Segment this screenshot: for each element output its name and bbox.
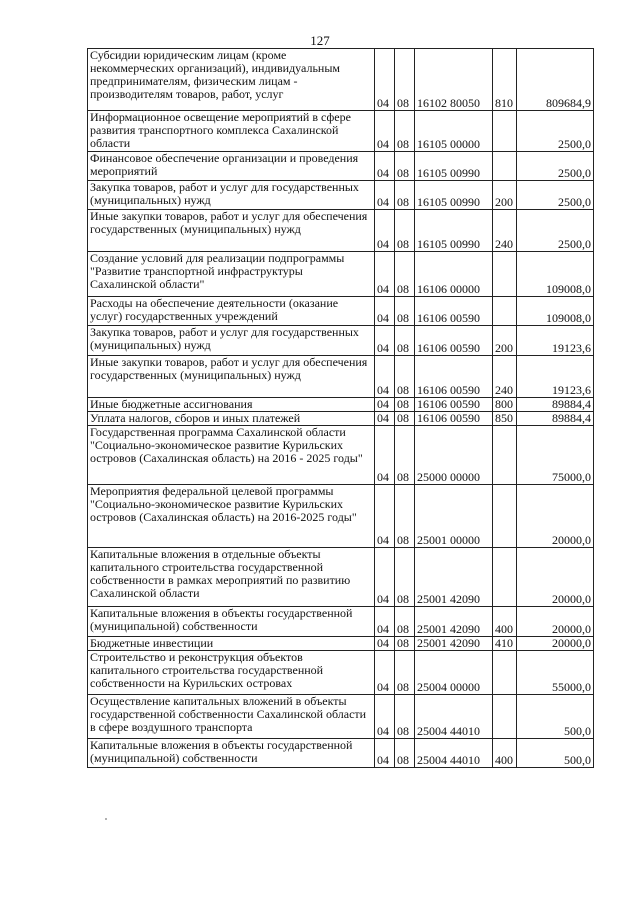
row-section: 04 <box>375 49 395 111</box>
row-expense-type: 850 <box>493 412 517 426</box>
row-subsection: 08 <box>395 326 415 356</box>
table-row <box>88 297 594 326</box>
row-name: Строительство и реконструкция объектов капитального строительства государственной собственности на Курильских островах <box>88 651 375 695</box>
row-subsection: 08 <box>395 297 415 326</box>
row-target-item: 16106 00590 <box>415 356 493 398</box>
row-expense-type <box>493 485 517 548</box>
row-name: Капитальные вложения в объекты государственной (муниципальной) собственности <box>88 607 375 637</box>
budget-table <box>87 48 594 768</box>
row-target-item: 25001 42090 <box>415 637 493 651</box>
row-section: 04 <box>375 651 395 695</box>
row-amount: 55000,0 <box>517 651 594 695</box>
table-row <box>88 739 594 768</box>
row-expense-type: 200 <box>493 181 517 210</box>
row-name: Финансовое обеспечение организации и проведения мероприятий <box>88 152 375 181</box>
row-expense-type: 400 <box>493 739 517 768</box>
row-expense-type <box>493 252 517 297</box>
row-name: Закупка товаров, работ и услуг для государственных (муниципальных) нужд <box>88 326 375 356</box>
row-name: Осуществление капитальных вложений в объекты государственной собственности Сахалинской области в сфере воздушного транспорта <box>88 695 375 739</box>
row-amount: 2500,0 <box>517 210 594 252</box>
row-section: 04 <box>375 695 395 739</box>
row-target-item: 16106 00590 <box>415 326 493 356</box>
row-section: 04 <box>375 398 395 412</box>
row-target-item: 25001 00000 <box>415 485 493 548</box>
row-name: Субсидии юридическим лицам (кроме некоммерческих организаций), индивидуальным предпринимателям, физическим лицам - производителям товаров, работ, услуг <box>88 49 375 111</box>
row-subsection: 08 <box>395 49 415 111</box>
row-subsection: 08 <box>395 426 415 485</box>
row-target-item: 16102 80050 <box>415 49 493 111</box>
row-amount: 2500,0 <box>517 181 594 210</box>
row-subsection: 08 <box>395 607 415 637</box>
row-amount: 19123,6 <box>517 356 594 398</box>
row-subsection: 08 <box>395 651 415 695</box>
row-subsection: 08 <box>395 252 415 297</box>
table-row <box>88 651 594 695</box>
row-amount: 75000,0 <box>517 426 594 485</box>
row-amount: 20000,0 <box>517 637 594 651</box>
row-section: 04 <box>375 739 395 768</box>
row-target-item: 16105 00990 <box>415 181 493 210</box>
row-expense-type <box>493 695 517 739</box>
row-target-item: 25004 44010 <box>415 739 493 768</box>
row-amount: 20000,0 <box>517 485 594 548</box>
row-amount: 89884,4 <box>517 398 594 412</box>
row-section: 04 <box>375 607 395 637</box>
row-target-item: 16106 00000 <box>415 252 493 297</box>
row-amount: 20000,0 <box>517 607 594 637</box>
row-expense-type: 410 <box>493 637 517 651</box>
table-row <box>88 252 594 297</box>
row-subsection: 08 <box>395 739 415 768</box>
row-expense-type <box>493 548 517 607</box>
row-subsection: 08 <box>395 111 415 152</box>
row-name: Уплата налогов, сборов и иных платежей <box>88 412 375 426</box>
row-amount: 500,0 <box>517 695 594 739</box>
row-target-item: 16106 00590 <box>415 398 493 412</box>
row-name: Мероприятия федеральной целевой программы "Социально-экономическое развитие Курильских островов (Сахалинская область) на 2016-2025 годы" <box>88 485 375 548</box>
row-section: 04 <box>375 297 395 326</box>
row-name: Государственная программа Сахалинской области "Социально-экономическое развитие Курильских островов (Сахалинская область) на 2016 - 2025 годы" <box>88 426 375 485</box>
row-section: 04 <box>375 426 395 485</box>
row-section: 04 <box>375 252 395 297</box>
row-name: Закупка товаров, работ и услуг для государственных (муниципальных) нужд <box>88 181 375 210</box>
row-subsection: 08 <box>395 412 415 426</box>
row-target-item: 16105 00990 <box>415 152 493 181</box>
row-name: Иные бюджетные ассигнования <box>88 398 375 412</box>
row-amount: 809684,9 <box>517 49 594 111</box>
row-target-item: 25001 42090 <box>415 607 493 637</box>
row-subsection: 08 <box>395 398 415 412</box>
row-subsection: 08 <box>395 548 415 607</box>
row-subsection: 08 <box>395 637 415 651</box>
row-target-item: 25004 44010 <box>415 695 493 739</box>
row-expense-type <box>493 152 517 181</box>
row-target-item: 16105 00990 <box>415 210 493 252</box>
table-row <box>88 412 594 426</box>
table-row <box>88 398 594 412</box>
row-section: 04 <box>375 637 395 651</box>
row-section: 04 <box>375 412 395 426</box>
row-amount: 2500,0 <box>517 111 594 152</box>
row-name: Иные закупки товаров, работ и услуг для обеспечения государственных (муниципальных) нужд <box>88 356 375 398</box>
row-amount: 500,0 <box>517 739 594 768</box>
row-expense-type: 240 <box>493 210 517 252</box>
row-expense-type <box>493 111 517 152</box>
row-expense-type <box>493 297 517 326</box>
row-section: 04 <box>375 485 395 548</box>
row-section: 04 <box>375 111 395 152</box>
row-subsection: 08 <box>395 152 415 181</box>
row-section: 04 <box>375 356 395 398</box>
row-expense-type: 810 <box>493 49 517 111</box>
table-row <box>88 356 594 398</box>
row-subsection: 08 <box>395 695 415 739</box>
row-name: Капитальные вложения в отдельные объекты капитального строительства государственной собственности в рамках мероприятий по развитию Сахалинской области <box>88 548 375 607</box>
row-target-item: 16106 00590 <box>415 412 493 426</box>
table-row <box>88 637 594 651</box>
row-section: 04 <box>375 210 395 252</box>
row-name: Иные закупки товаров, работ и услуг для обеспечения государственных (муниципальных) нужд <box>88 210 375 252</box>
row-amount: 2500,0 <box>517 152 594 181</box>
row-amount: 20000,0 <box>517 548 594 607</box>
row-section: 04 <box>375 548 395 607</box>
row-section: 04 <box>375 181 395 210</box>
table-row <box>88 426 594 485</box>
row-expense-type: 240 <box>493 356 517 398</box>
table-row <box>88 152 594 181</box>
table-row <box>88 548 594 607</box>
row-target-item: 25001 42090 <box>415 548 493 607</box>
row-name: Информационное освещение мероприятий в сфере развития транспортного комплекса Сахалинской области <box>88 111 375 152</box>
row-expense-type: 200 <box>493 326 517 356</box>
row-subsection: 08 <box>395 485 415 548</box>
row-target-item: 16106 00590 <box>415 297 493 326</box>
table-row <box>88 181 594 210</box>
page-number: 127 <box>310 33 330 48</box>
row-amount: 109008,0 <box>517 252 594 297</box>
row-section: 04 <box>375 152 395 181</box>
table-row <box>88 695 594 739</box>
row-target-item: 25004 00000 <box>415 651 493 695</box>
row-subsection: 08 <box>395 181 415 210</box>
row-amount: 89884,4 <box>517 412 594 426</box>
table-row <box>88 326 594 356</box>
row-name: Расходы на обеспечение деятельности (оказание услуг) государственных учреждений <box>88 297 375 326</box>
row-expense-type <box>493 426 517 485</box>
row-expense-type: 800 <box>493 398 517 412</box>
budget-table-body <box>88 49 594 768</box>
row-target-item: 16105 00000 <box>415 111 493 152</box>
row-expense-type: 400 <box>493 607 517 637</box>
table-row <box>88 210 594 252</box>
row-target-item: 25000 00000 <box>415 426 493 485</box>
table-row <box>88 49 594 111</box>
row-name: Бюджетные инвестиции <box>88 637 375 651</box>
row-amount: 109008,0 <box>517 297 594 326</box>
table-row <box>88 485 594 548</box>
row-subsection: 08 <box>395 210 415 252</box>
row-name: Создание условий для реализации подпрограммы "Развитие транспортной инфраструктуры Сахалинской области" <box>88 252 375 297</box>
table-row <box>88 607 594 637</box>
row-subsection: 08 <box>395 356 415 398</box>
row-section: 04 <box>375 326 395 356</box>
table-row <box>88 111 594 152</box>
row-name: Капитальные вложения в объекты государственной (муниципальной) собственности <box>88 739 375 768</box>
scan-speck <box>105 818 107 820</box>
row-amount: 19123,6 <box>517 326 594 356</box>
row-expense-type <box>493 651 517 695</box>
